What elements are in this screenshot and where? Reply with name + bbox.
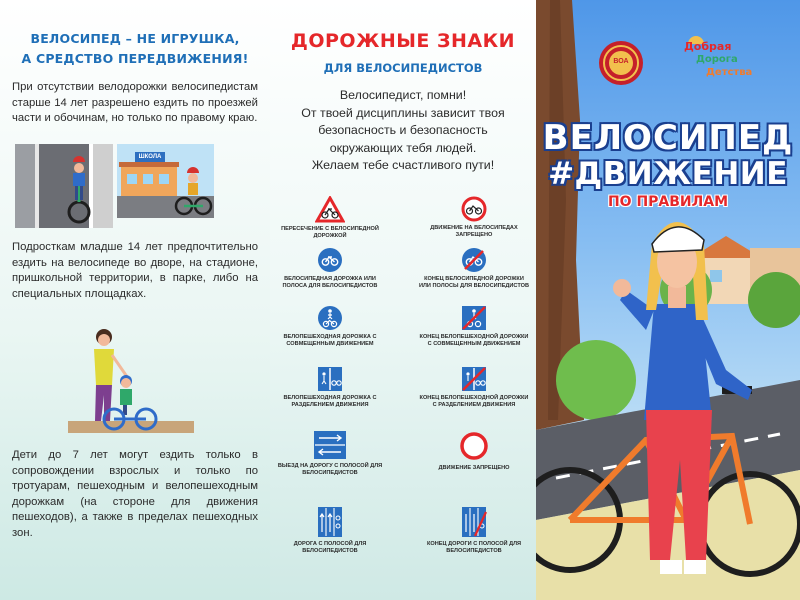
left-panel [0,0,270,600]
sign-prohibited [418,432,530,472]
shared-path-end-icon [461,305,487,331]
cover-background [536,0,800,600]
sign-exit-lane [274,430,386,476]
left-heading-line2: А СРЕДСТВО ПЕРЕДВИЖЕНИЯ! [21,51,249,66]
school-sign: ШКОЛА [138,154,162,160]
rule-under-7: Дети до 7 лет могут ездить только в сопровождении взрослых и только по тротуарам, пешеходным и велопешеходным дорожкам (на стороне для движения пешеходов), а также в пределах пешеходных зон. [12,449,258,539]
sign-separated-path-end [418,366,530,408]
sign-caption: ВЕЛОПЕШЕХОДНАЯ ДОРОЖКА С РАЗДЕЛЕНИЕМ ДВИЖЕНИЯ [283,395,377,408]
rule-under-14: Подросткам младше 14 лет предпочтительно ездить на велосипеде во дворе, на стадионе, пришкольной территории, в парке, либо на специальных площадках. [12,241,258,300]
sign-road-lane [274,506,386,554]
sign-bike-lane [274,247,386,289]
motto [284,87,522,175]
left-heading-line1: ВЕЛОСИПЕД – НЕ ИГРУШКА, [30,31,240,46]
separated-path-end-icon [461,366,487,392]
hero-title-line3: ПО ПРАВИЛАМ [607,194,729,210]
signs-subtitle: ДЛЯ ВЕЛОСИПЕДИСТОВ [323,61,483,75]
sign-crossing [274,196,386,239]
motto-line: От твоей дисциплины зависит твоя [301,105,505,120]
no-bicycle-icon [461,196,487,222]
sign-caption: ДВИЖЕНИЕ ЗАПРЕЩЕНО [438,465,510,471]
sign-caption: ВЕЛОПЕШЕХОДНАЯ ДОРОЖКА С СОВМЕЩЕННЫМ ДВИЖЕНИЕМ [283,334,377,347]
sign-road-lane-end [418,506,530,554]
ddd-logo-line: Дорога [696,54,738,65]
ddd-logo [684,40,774,79]
shared-path-icon [317,305,343,331]
sign-caption: ВЫЕЗД НА ДОРОГУ С ПОЛОСОЙ ДЛЯ ВЕЛОСИПЕДИСТОВ [277,463,383,476]
sign-caption: ДОРОГА С ПОЛОСОЙ ДЛЯ ВЕЛОСИПЕДИСТОВ [293,541,367,554]
signs-title: ДОРОЖНЫЕ ЗНАКИ [290,30,516,52]
road-lane-icon [317,506,343,538]
warning-triangle-icon [315,196,345,223]
sign-caption: КОНЕЦ ДОРОГИ С ПОЛОСОЙ ДЛЯ ВЕЛОСИПЕДИСТОВ [426,541,522,554]
sign-bike-lane-end [418,247,530,289]
sign-shared-path-end [418,305,530,347]
separated-path-icon [317,366,343,392]
road-illustration [15,144,113,228]
sign-caption: ПЕРЕСЕЧЕНИЕ С ВЕЛОСИПЕДНОЙ ДОРОЖКОЙ [281,226,379,239]
hero-title-line2: #ДВИЖЕНИЕ [548,156,788,192]
sign-caption: ВЕЛОСИПЕДНАЯ ДОРОЖКА ИЛИ ПОЛОСА ДЛЯ ВЕЛОСИПЕДИСТОВ [282,276,378,289]
motto-line: Желаем тебе счастливого пути! [311,158,495,173]
ddd-logo-line: Детства [706,67,753,78]
road-lane-end-icon [461,506,487,538]
sign-caption: ДВИЖЕНИЕ НА ВЕЛОСИПЕДАХ ЗАПРЕЩЕНО [430,225,518,238]
sign-separated-path [274,366,386,408]
voa-logo-text: ВОА [613,58,629,65]
ddd-logo-line: Добрая [684,40,732,53]
sign-caption: КОНЕЦ ВЕЛОСИПЕДНОЙ ДОРОЖКИ ИЛИ ПОЛОСЫ ДЛЯ ВЕЛОСИПЕДИСТОВ [418,276,529,289]
parent-child-illustration [68,325,194,435]
motto-line: безопасность и безопасность [318,123,488,138]
bicycle-lane-end-icon [461,247,487,273]
bicycle-lane-icon [317,247,343,273]
school-illustration [117,144,214,218]
motto-line: окружающих тебя людей. [329,140,477,155]
no-entry-circle-icon [460,432,488,460]
sign-no-bikes [418,196,530,238]
middle-panel [270,0,536,600]
rule-over-14: При отсутствии велодорожки велосипедистам старше 14 лет разрешено ездить по проезжей части и обочинам, но только по правому краю. [12,81,258,125]
sign-caption: КОНЕЦ ВЕЛОПЕШЕХОДНОЙ ДОРОЖКИ С РАЗДЕЛЕНИЕМ ДВИЖЕНИЯ [419,395,529,408]
motto-line: Велосипедист, помни! [339,88,467,102]
sign-caption: КОНЕЦ ВЕЛОПЕШЕХОДНОЙ ДОРОЖКИ С СОВМЕЩЕННЫМ ДВИЖЕНИЕМ [419,334,529,347]
hero-title-line1: ВЕЛОСИПЕД [542,118,794,158]
exit-lane-icon [313,430,347,460]
sign-shared-path [274,305,386,347]
cover-panel [536,0,800,600]
